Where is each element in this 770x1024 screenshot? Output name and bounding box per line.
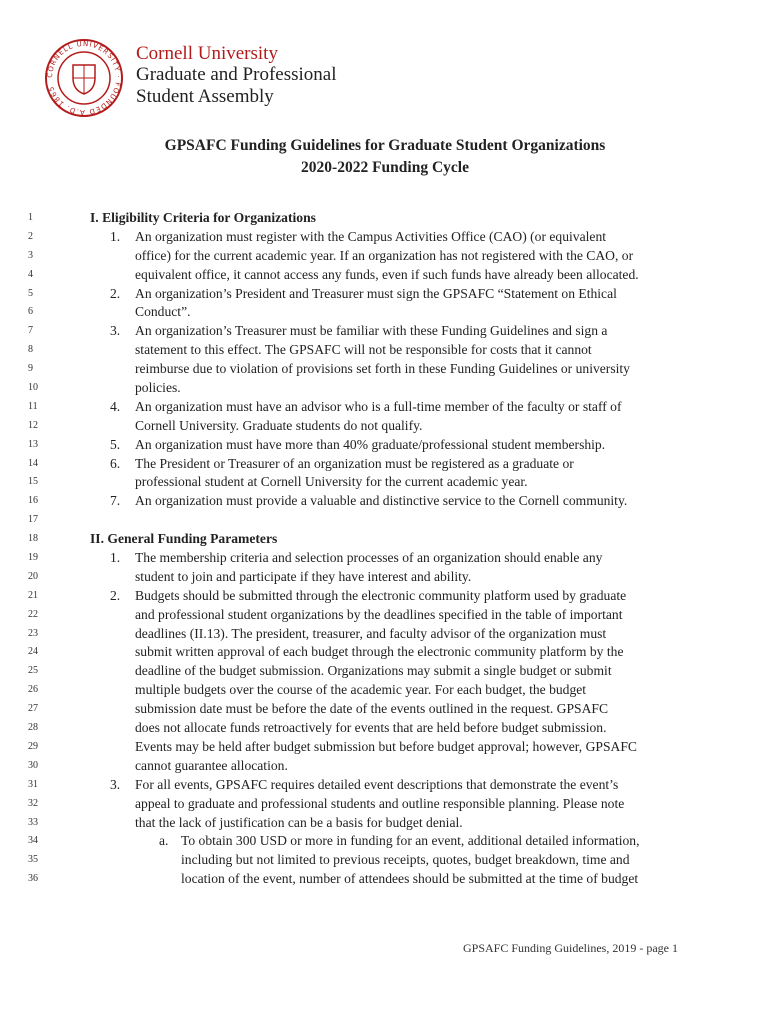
line-text: deadlines (II.13). The president, treasurer, and faculty advisor of the organization must: [135, 625, 607, 641]
line-text: equivalent office, it cannot access any funds, even if such funds have already been allocated.: [135, 266, 639, 282]
line-number: 2: [28, 230, 33, 242]
line-number: 1: [28, 212, 33, 223]
document-line: [28, 549, 748, 568]
line-number: 29: [28, 740, 38, 752]
line-text: Conduct”.: [135, 304, 191, 320]
document-line: [28, 417, 748, 436]
document-line: [28, 738, 748, 757]
line-text: appeal to graduate and professional students and outline responsible planning. Please note: [135, 795, 625, 811]
line-number: 27: [28, 703, 38, 715]
list-marker: 2.: [110, 285, 121, 301]
line-number: 24: [28, 646, 38, 658]
line-number: 19: [28, 552, 38, 564]
document-line: [28, 266, 748, 285]
document-line: [28, 662, 748, 681]
line-text: An organization must provide a valuable and distinctive service to the Cornell community.: [135, 493, 628, 509]
page-footer: GPSAFC Funding Guidelines, 2019 - page 1: [462, 941, 678, 955]
line-number: 32: [28, 797, 38, 809]
line-text: reimburse due to violation of provisions set forth in these Funding Guidelines or university: [135, 361, 630, 377]
document-line: [28, 322, 748, 341]
line-number: 21: [28, 589, 38, 601]
line-number: 10: [28, 382, 38, 394]
line-text: does not allocate funds retroactively for events that are held before budget submission.: [135, 720, 607, 736]
line-text: that the lack of justification can be a basis for budget denial.: [135, 814, 463, 830]
line-number: 30: [28, 759, 38, 771]
document-line: [28, 870, 748, 889]
line-text: Events may be held after budget submission but before budget approval; however, GPSAFC: [135, 738, 637, 754]
line-text: An organization’s President and Treasurer must sign the GPSAFC “Statement on Ethical: [135, 285, 617, 301]
section-heading: I. Eligibility Criteria for Organizations: [90, 210, 316, 225]
line-text: and professional student organizations by the deadlines specified in the table of important: [135, 606, 623, 622]
line-number: 11: [28, 400, 38, 412]
line-number: 5: [28, 287, 33, 299]
line-number: 36: [28, 873, 38, 885]
line-number: 25: [28, 665, 38, 677]
line-number: 17: [28, 514, 38, 526]
document-line: [28, 511, 748, 530]
document-line: [28, 379, 748, 398]
document-line: [28, 492, 748, 511]
list-marker: 1.: [110, 228, 121, 244]
list-marker: a.: [159, 833, 169, 849]
line-number: 12: [28, 419, 38, 431]
line-number: 28: [28, 722, 38, 734]
assembly-name-line2: Student Assembly: [136, 86, 274, 107]
document-line: [28, 719, 748, 738]
line-text: An organization must have more than 40% graduate/professional student membership.: [135, 436, 606, 452]
list-marker: 1.: [110, 550, 121, 566]
document-line: [28, 757, 748, 776]
document-title: [0, 135, 770, 179]
organization-name: [136, 44, 496, 108]
title-line-2: 2020-2022 Funding Cycle: [301, 159, 469, 176]
line-text: An organization must register with the Campus Activities Office (CAO) (or equivalent: [135, 228, 607, 244]
document-line: [28, 455, 748, 474]
document-line: [28, 851, 748, 870]
list-marker: 7.: [110, 493, 121, 509]
document-line: [28, 473, 748, 492]
line-text: statement to this effect. The GPSAFC will not be responsible for costs that it cannot: [135, 342, 592, 358]
line-number: 22: [28, 608, 38, 620]
section-heading: II. General Funding Parameters: [90, 531, 278, 547]
line-number: 6: [28, 306, 33, 318]
list-marker: 5.: [110, 436, 121, 452]
document-line: [28, 360, 748, 379]
list-marker: 3.: [110, 776, 121, 792]
list-marker: 4.: [110, 398, 121, 414]
list-marker: 3.: [110, 323, 121, 339]
line-text: For all events, GPSAFC requires detailed event descriptions that demonstrate the event’s: [135, 776, 619, 792]
line-number: 13: [28, 438, 38, 450]
line-number: 16: [28, 495, 38, 507]
line-number: 33: [28, 816, 38, 828]
university-name: Cornell University: [136, 43, 278, 64]
document-line: [28, 530, 748, 549]
document-line: [28, 285, 748, 304]
line-number: 23: [28, 627, 38, 639]
line-text: professional student at Cornell University for the current academic year.: [135, 474, 528, 490]
line-text: An organization must have an advisor who is a full-time member of the faculty or staff of: [135, 398, 622, 414]
document-line: [28, 341, 748, 360]
line-number: 8: [28, 344, 33, 356]
line-text: location of the event, number of attendees should be submitted at the time of budget: [181, 871, 639, 887]
cornell-seal-icon: [44, 38, 124, 118]
list-marker: 6.: [110, 455, 121, 471]
line-number: 18: [28, 533, 38, 545]
line-number: 9: [28, 363, 33, 375]
line-text: The membership criteria and selection processes of an organization should enable any: [135, 550, 603, 566]
line-text: Budgets should be submitted through the electronic community platform used by graduate: [135, 587, 627, 603]
line-text: office) for the current academic year. If an organization has not registered with the CAO, or: [135, 247, 634, 263]
line-number: 4: [28, 268, 33, 280]
document-line: [28, 606, 748, 625]
line-number: 35: [28, 854, 38, 866]
line-text: deadline of the budget submission. Organizations may submit a single budget or submit: [135, 663, 612, 679]
document-line: [28, 247, 748, 266]
line-text: submit written approval of each budget through the electronic community platform by the: [135, 644, 624, 660]
document-line: [28, 587, 748, 606]
document-line: [28, 209, 748, 228]
title-line-1: GPSAFC Funding Guidelines for Graduate Student Organizations: [164, 137, 606, 154]
document-line: [28, 228, 748, 247]
document-line: [28, 795, 748, 814]
document-line: [28, 681, 748, 700]
line-number: 34: [28, 835, 38, 847]
document-line: [28, 398, 748, 417]
document-line: [28, 568, 748, 587]
line-text: policies.: [135, 380, 181, 396]
svg-text:CORNELL UNIVERSITY · FOUNDED A: CORNELL UNIVERSITY · FOUNDED A.D. 1865: [45, 39, 123, 117]
line-text: student to join and participate if they have interest and ability.: [135, 568, 472, 584]
line-text: The President or Treasurer of an organization must be registered as a graduate or: [135, 455, 574, 471]
line-number: 31: [28, 778, 38, 790]
document-line: [28, 436, 748, 455]
document-line: [28, 776, 748, 795]
line-text: Cornell University. Graduate students do not qualify.: [135, 417, 423, 433]
assembly-name-line1: Graduate and Professional: [136, 64, 337, 85]
line-text: multiple budgets over the course of the academic year. For each budget, the budget: [135, 682, 587, 698]
document-line: [28, 832, 748, 851]
line-number: 26: [28, 684, 38, 696]
document-line: [28, 625, 748, 644]
line-number: 14: [28, 457, 38, 469]
document-line: [28, 700, 748, 719]
line-text: submission date must be before the date of the events outlined in the request. GPSAFC: [135, 701, 609, 717]
document-line: [28, 303, 748, 322]
document-body: [28, 209, 748, 889]
document-line: [28, 814, 748, 833]
line-text: including but not limited to previous receipts, quotes, budget breakdown, time and: [181, 852, 630, 868]
line-text: To obtain 300 USD or more in funding for an event, additional detailed information,: [181, 833, 640, 849]
list-marker: 2.: [110, 587, 121, 603]
line-number: 20: [28, 570, 38, 582]
line-number: 3: [28, 249, 33, 261]
line-text: An organization’s Treasurer must be familiar with these Funding Guidelines and sign a: [135, 323, 608, 339]
document-line: [28, 643, 748, 662]
line-number: 15: [28, 476, 38, 488]
line-text: cannot guarantee allocation.: [135, 757, 288, 773]
line-number: 7: [28, 325, 33, 337]
